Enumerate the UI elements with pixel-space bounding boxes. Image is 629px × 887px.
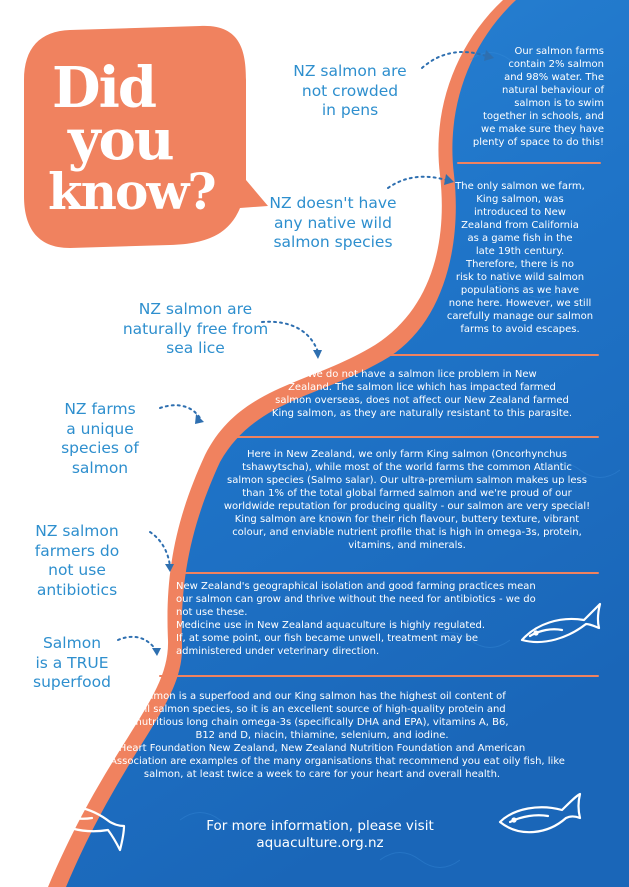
fact-4-question: NZ farms a unique species of salmon bbox=[61, 400, 139, 477]
bubble-headline bbox=[48, 55, 248, 221]
pointer-6 bbox=[118, 637, 156, 650]
fact-6-question: Salmon is a TRUE superfood bbox=[33, 634, 111, 691]
fact-2-answer: The only salmon we farm, King salmon, was introduced to New Zealand from California as a game fish in the late 19th century. Therefore, there is no risk to native wild salmon populations as we have none here. However, we still carefully manage our salmon farms to avoid escapes. bbox=[446, 181, 594, 335]
pointer-5 bbox=[150, 532, 170, 566]
bubble-line-2: you bbox=[68, 107, 173, 173]
footer-line-1: For more information, please visit bbox=[206, 818, 434, 834]
fact-4-answer: Here in New Zealand, we only farm King salmon (Oncorhynchus tshawytscha), while most of the world farms the common Atlantic salmon species (Salmo salar). Our ultra-premium salmon makes up less than 1% of the total global farmed salmon and we're proud of our worldwide reputation for producing quality - our salmon are very special! King salmon are known for their rich flavour, buttery texture, vibrant colour, and enviable nutrient profile that is high in omega-3s, protein, vitamins, and minerals. bbox=[223, 449, 591, 551]
fact-3-question: NZ salmon are naturally free from sea lice bbox=[122, 300, 269, 357]
fact-6-answer: Salmon is a superfood and our King salmon has the highest oil content of all salmon species, so it is an excellent source of high-quality protein and nutritious long chain omega-3s (specifically DHA and EPA), vitamins A, B6, B12 and D, niacin, thiamine, selenium, and iodine. Heart Foundation New Zealand, New Zealand Nutrition Foundation and American Heart Association are examples of the many organisations that recommend you eat oily fish, like salmon, at least twice a week to care for your heart and overall health. bbox=[79, 691, 565, 780]
bubble-line-1: Did bbox=[52, 55, 155, 121]
footer bbox=[150, 818, 490, 852]
bubble-line-3: know? bbox=[48, 162, 215, 221]
fact-1-answer: Our salmon farms contain 2% salmon and 98% water. The natural behaviour of salmon is to swim together in schools, and we make sure they have plenty of space to do this! bbox=[472, 46, 604, 148]
fact-5-question: NZ salmon farmers do not use antibiotics bbox=[34, 522, 120, 599]
fact-5-answer: New Zealand's geographical isolation and good farming practices mean our salmon can grow and thrive without the need for antibiotics - we do not use these. Medicine use in New Zealand aquaculture is highly regulated. If, at some point, our fish became unwell, treatment may be administered under veterinary direction. bbox=[176, 581, 536, 657]
fact-2-question: NZ doesn't have any native wild salmon species bbox=[269, 194, 397, 251]
pointer-2 bbox=[388, 177, 446, 188]
footer-link[interactable]: aquaculture.org.nz bbox=[256, 835, 384, 851]
pointer-4 bbox=[160, 405, 200, 418]
fact-3-answer: We do not have a salmon lice problem in New Zealand. The salmon lice which has impacted farmed salmon overseas, does not affect our New Zealand farmed King salmon, as they are naturally resistant to this parasite. bbox=[271, 369, 573, 419]
fact-1-question: NZ salmon are not crowded in pens bbox=[293, 62, 407, 119]
